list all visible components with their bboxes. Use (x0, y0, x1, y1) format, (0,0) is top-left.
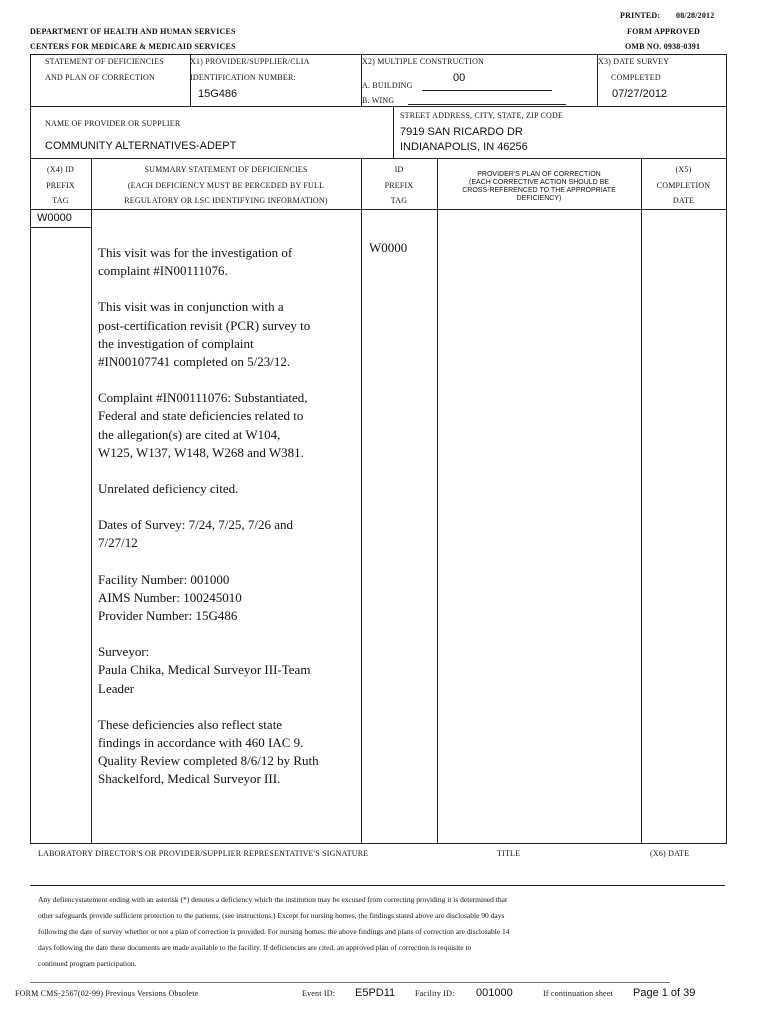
completed-label: COMPLETED (611, 73, 661, 82)
wing-label: B. WING (362, 96, 395, 105)
x5-label: (X5) (675, 165, 692, 174)
summary-label: SUMMARY STATEMENT OF DEFICIENCIES (144, 165, 308, 174)
footnote-line: Any defiencystatement ending with an asterisk (*) denotes a deficiency which the institution may be excused from correcting providing it is determined that (38, 895, 508, 904)
identification-label: IDENTIFICATION NUMBER: (190, 73, 296, 82)
provider-name-label: NAME OF PROVIDER OR SUPPLIER (45, 119, 181, 128)
plan-label: AND PLAN OF CORRECTION (45, 73, 155, 82)
paragraph: Dates of Survey: 7/24, 7/25, 7/26 and 7/27/12 (98, 517, 293, 551)
provider-name-value: COMMUNITY ALTERNATIVES-ADEPT (45, 140, 237, 152)
x4-prefix-label: PREFIX (46, 181, 75, 190)
x4-tag-label: TAG (52, 196, 69, 205)
facility-id-value: 001000 (476, 987, 513, 999)
paragraph: This visit was for the investigation of complaint #IN00111076. (98, 245, 293, 279)
x6-date-label: (X6) DATE (650, 849, 690, 858)
printed-date: 08/28/2012 (676, 11, 715, 20)
address-line1: 7919 SAN RICARDO DR (400, 126, 523, 138)
building-label: A. BUILDING (362, 81, 413, 90)
paragraph: Facility Number: 001000 AIMS Number: 100245010 Provider Number: 15G486 (98, 571, 242, 624)
footnote-line: continued program participation. (38, 959, 137, 968)
printed-label: PRINTED: (620, 11, 661, 20)
form-approved: FORM APPROVED (627, 27, 701, 36)
plan-note2: CROSS-REFERENCED TO THE APPROPRIATE (462, 187, 616, 194)
paragraph: Surveyor: Paula Chika, Medical Surveyor III-Team Leader (98, 644, 311, 696)
department-title: DEPARTMENT OF HEALTH AND HUMAN SERVICES (30, 27, 236, 36)
provider-id-value: 15G486 (198, 88, 238, 100)
paragraph: Complaint #IN00111076: Substantiated, Federal and state deficiencies related to the allegation(s) are cited at W104, W125, W137, W148, W268 and W381. (98, 390, 308, 460)
plan-correction-label: PROVIDER'S PLAN OF CORRECTION (477, 171, 601, 178)
title-label: TITLE (497, 849, 521, 858)
page-number: Page 1 of 39 (633, 987, 696, 999)
paragraph: This visit was in conjunction with a post-certification revisit (PCR) survey to the investigation of complaint #IN00107741 completed on 5/23/12. (98, 299, 311, 370)
x4-id-label: (X4) ID (47, 165, 74, 174)
plan-note3: DEFICIENCY) (516, 195, 562, 202)
summary-note2: REGULATORY OR LSC IDENTIFYING INFORMATION) (124, 196, 328, 205)
paragraph: Unrelated deficiency cited. (98, 481, 239, 497)
id-tag-label: TAG (390, 196, 408, 205)
disclaimer-footnote (38, 892, 608, 972)
omb-number: OMB NO. 0938-0391 (625, 42, 701, 51)
summary-note1: (EACH DEFICIENCY MUST BE PERCEDED BY FULL (127, 181, 325, 190)
centers-title: CENTERS FOR MEDICARE & MEDICAID SERVICES (30, 42, 236, 51)
right-tag: W0000 (369, 240, 408, 255)
form-number: FORM CMS-2567(02-99) Previous Versions Obsolete (15, 989, 199, 998)
left-tag: W0000 (37, 212, 72, 224)
paragraph: These deficiencies also reflect state findings in accordance with 460 IAC 9. Quality Review completed 8/6/12 by Ruth Shackelford, Medical Surveyor III. (98, 716, 319, 787)
event-id-label: Event ID: (302, 989, 336, 998)
plan-note1: (EACH CORRECTIVE ACTION SHOULD BE (468, 179, 610, 186)
id-label: ID (394, 165, 404, 174)
footnote-line: days following the date these documents are made available to the facility. If deficiencies are cited, an approved plan of correction is requisite to (38, 943, 472, 952)
footnote-line: following the date of survey whether or not a plan of correction is provided. For nursing homes, the above findings and plans of correction are disclosable 14 (38, 927, 510, 936)
continuation-label: If continuation sheet (543, 989, 613, 998)
building-value: 00 (453, 72, 466, 84)
address-label: STREET ADDRESS, CITY, STATE, ZIP CODE (400, 111, 564, 120)
date-completed-value: 07/27/2012 (612, 88, 668, 100)
footnote-line: other safeguards provide sufficient protection to the patients. (see instructions.) Except for nursing homes, the findings stated above are disclosable 90 days (38, 911, 505, 920)
deficiency-summary (98, 244, 338, 807)
signature-label: LABORATORY DIRECTOR'S OR PROVIDER/SUPPLIER REPRESENTATIVE'S SIGNATURE (38, 849, 369, 858)
statement-label: STATEMENT OF DEFICIENCIES (45, 57, 164, 66)
completion-label: COMPLETION (656, 181, 711, 190)
event-id-value: E5PD11 (355, 987, 396, 999)
address-line2: INDIANAPOLIS, IN 46256 (400, 141, 528, 153)
x2-label: X2) MULTIPLE CONSTRUCTION (362, 57, 485, 66)
x1-label: X1) PROVIDER/SUPPLIER/CLIA (190, 57, 310, 66)
x3-label: X3) DATE SURVEY (598, 57, 670, 66)
date-label: DATE (672, 196, 695, 205)
id-prefix-label: PREFIX (384, 181, 414, 190)
facility-id-label: Facility ID: (415, 989, 455, 998)
